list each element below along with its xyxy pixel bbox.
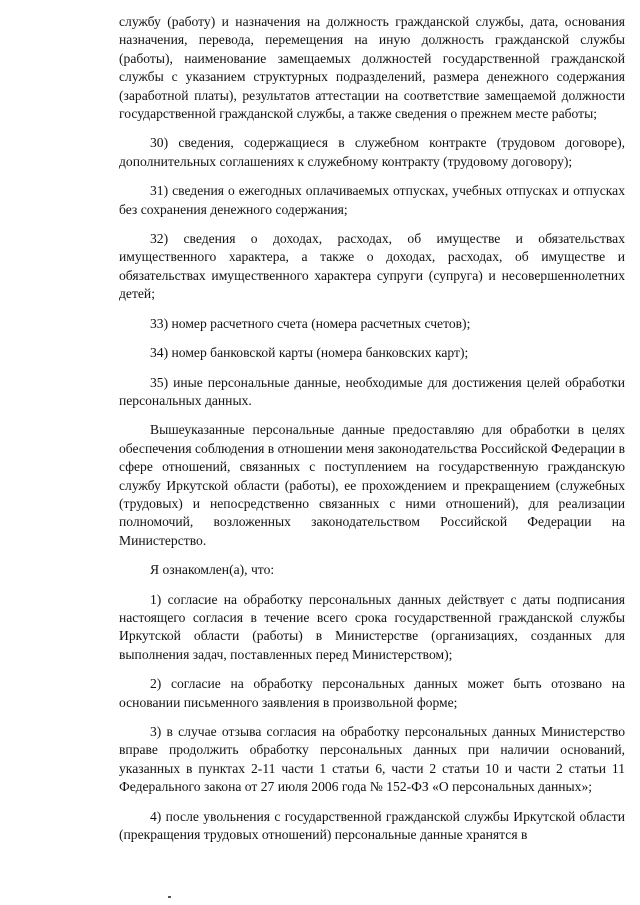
paragraph-ack-3: 3) в случае отзыва согласия на обработку персональных данных Министерство вправе продолжить обработку персональных данных при наличии оснований, указанных в пунктах 2-11 части 1 статьи 6, части 2 статьи 10 и части 2 статьи 11 Федерального закона от 27 июля 2006 года № 152-ФЗ «О персональных данных»; [119, 724, 625, 795]
document-page [119, 13, 625, 855]
paragraph-item-34: 34) номер банковской карты (номера банковских карт); [150, 345, 469, 361]
paragraph-service-history: службу (работу) и назначения на должность гражданской службы, дата, основания назначения, перевода, перемещения на иную должность гражданской службы (работы), наименование замещаемых должностей государственной гражданской службы с указанием структурных подразделений, размера денежного содержания (заработной платы), результатов аттестации на соответствие замещаемой должности государственной гражданской службы, а также сведения о прежнем месте работы; [119, 14, 625, 122]
paragraph-item-32: 32) сведения о доходах, расходах, об имуществе и обязательствах имущественного характера, а также о доходах, расходах, об имуществе и обязательствах имущественного характера супруги (супруга) и несовершеннолетних детей; [119, 231, 625, 302]
paragraph-ack-1: 1) согласие на обработку персональных данных действует с даты подписания настоящего согласия в течение всего срока государственной гражданской службы Иркутской области (работы) в Министерстве (организациях, созданных для выполнения задач, поставленных перед Министерством); [119, 591, 625, 662]
paragraph-item-35: 35) иные персональные данные, необходимые для достижения целей обработки персональных данных. [119, 374, 625, 408]
paragraph-item-31: 31) сведения о ежегодных оплачиваемых отпусках, учебных отпусках и отпусках без сохранения денежного содержания; [119, 183, 625, 217]
paragraph-ack-4: 4) после увольнения с государственной гражданской службы Иркутской области (прекращения трудовых отношений) персональные данные хранятся в [119, 808, 625, 843]
paragraph-acknowledgement-heading: Я ознакомлен(а), что: [150, 562, 275, 578]
paragraph-item-30: 30) сведения, содержащиеся в служебном контракте (трудовом договоре), дополнительных соглашениях к служебному контракту (трудовому договору); [119, 135, 625, 169]
scan-artifact [168, 896, 171, 898]
paragraph-purpose: Вышеуказанные персональные данные предоставляю для обработки в целях обеспечения соблюдения в отношении меня законодательства Российской Федерации в сфере отношений, связанных с поступлением на государственную гражданскую службу Иркутской области (работы), ее прохождением и прекращением (служебных (трудовых) и непосредственно связанных с ними отношений), для реализации полномочий, возложенных законодательством Российской Федерации на Министерство. [119, 422, 625, 548]
paragraph-item-33: 33) номер расчетного счета (номера расчетных счетов); [150, 315, 471, 331]
paragraph-ack-2: 2) согласие на обработку персональных данных может быть отозвано на основании письменного заявления в произвольной форме; [119, 676, 625, 710]
